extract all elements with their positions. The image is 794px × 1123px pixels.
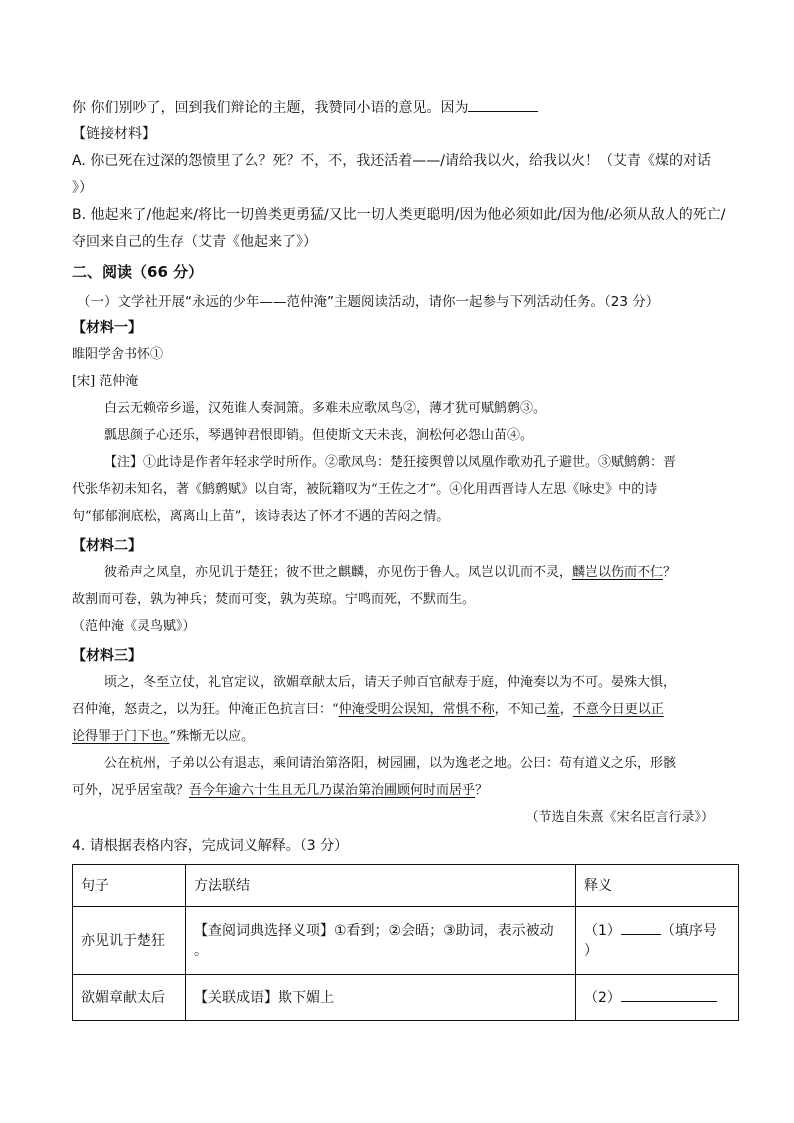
vocab-table — [72, 864, 739, 1021]
material-b-line1: B. 他起来了/他起来/将比一切兽类更勇猛/又比一切人类更聪明/因为他必须如此/因为他/必须从敌人的死亡/ — [72, 207, 726, 223]
poem-line1: 白云无赖帝乡遥，汉苑谁人奏洞箫。多难未应歌凤鸟②，薄才犹可赋鹪鹩③。 — [104, 401, 547, 416]
answer-blank[interactable] — [468, 97, 538, 112]
section-title: 二、阅读（66 分） — [72, 263, 204, 281]
note-line2: 代张华初未知名，著《鹪鹩赋》以自寄，被阮籍叹为“王佐之才”。④化用西晋诗人左思《咏史》中的诗 — [72, 482, 658, 497]
material2-source: （范仲淹《灵鸟赋》） — [72, 619, 196, 634]
link-material-title: 【链接材料】 — [72, 126, 156, 142]
header-sentence: 句子 — [73, 865, 186, 907]
underlined-sentence: 麟岂以伤而不仁 — [572, 565, 664, 580]
material-b-line2: 夺回来自己的生存（艾青《他起来了》） — [72, 234, 317, 250]
material3-text: 召仲淹，怒责之，以为狂。仲淹正色抗言曰：“ — [72, 702, 339, 717]
table-row — [73, 907, 739, 975]
material3-text: ”殊惭无以应。 — [169, 729, 255, 744]
answer-label: （2） — [584, 990, 621, 1006]
note-line1: 【注】①此诗是作者年轻求学时所作。②歌凤鸟：楚狂接舆曾以凤凰作歌劝孔子避世。③赋鹪鹩：晋 — [104, 455, 677, 470]
material3-line3 — [72, 727, 254, 747]
material3-text: ？ — [475, 783, 489, 798]
row1-answer — [576, 907, 739, 975]
material2-text: 彼希声之凤皇，亦见讥于楚狂；彼不世之麒麟，亦见伤于鲁人。凤岂以讥而不灵， — [104, 565, 573, 580]
underlined-phrase: 不意今日更以正 — [572, 702, 664, 717]
row2-method: 【关联成语】欺下媚上 — [186, 975, 576, 1021]
intro-line — [72, 97, 538, 118]
question4-title: 4. 请根据表格内容，完成词义解释。（3 分） — [72, 838, 349, 854]
answer-hint-cont: ） — [584, 943, 598, 959]
material-a-line1: A. 你已死在过深的怨愤里了么？死？不，不，我还活着——/请给我以火，给我以火！（艾青《煤的对话 — [72, 153, 711, 169]
material3-text: ， — [559, 702, 573, 717]
row1-sentence: 亦见讥于楚狂 — [73, 907, 186, 975]
material2-line1 — [104, 563, 676, 583]
row1-method — [186, 907, 576, 975]
underlined-sentence: 吾今年逾六十生且无几乃谋治第治圃顾何时而居乎 — [189, 783, 476, 798]
poem-author: [宋] 范仲淹 — [72, 374, 139, 389]
material3-text: 可外，况乎居室哉？ — [72, 783, 190, 798]
material3-line1: 顷之，冬至立仗，礼官定议，欲媚章献太后，请天子帅百官献寿于庭，仲淹奏以为不可。晏殊大惧， — [104, 675, 677, 690]
header-method: 方法联结 — [186, 865, 576, 907]
section-subtitle: （一）文学社开展“永远的少年——范仲淹”主题阅读活动，请你一起参与下列活动任务。（23 分） — [77, 294, 660, 310]
material3-line5 — [72, 781, 488, 801]
material1-title: 【材料一】 — [72, 320, 142, 336]
row2-answer — [576, 975, 739, 1021]
poem-title: 睢阳学舍书怀① — [72, 347, 164, 362]
underlined-word: 羞 — [546, 702, 560, 717]
table-row — [73, 975, 739, 1021]
row1-method-text: 【查阅词典选择义项】①看到；②会晤；③助词，表示被动 — [194, 922, 554, 939]
table-header-row — [73, 865, 739, 907]
answer-blank[interactable] — [621, 987, 717, 1002]
material3-title: 【材料三】 — [72, 648, 142, 664]
row2-sentence: 欲媚章献太后 — [73, 975, 186, 1021]
material3-source: （节选自朱熹《宋名臣言行录》） — [525, 810, 714, 825]
material3-line2 — [72, 700, 664, 720]
poem-line2: 瓢思颜子心还乐，琴遇钟君恨即销。但使斯文天未丧，涧松何必怨山苗④。 — [104, 428, 534, 443]
header-meaning: 释义 — [576, 865, 739, 907]
row1-method-cont: 。 — [194, 942, 208, 959]
material2-line2: 故割而可卷，孰为神兵；焚而可变，孰为英琼。宁鸣而死，不默而生。 — [72, 592, 476, 607]
material3-text: ，不知己 — [494, 702, 547, 717]
answer-label: （1） — [584, 923, 621, 939]
note-line3: 句“郁郁涧底松，离离山上苗”，该诗表达了怀才不遇的苦闷之情。 — [72, 509, 450, 524]
material-a-line2: 》） — [72, 180, 93, 196]
material2-text: ？ — [663, 565, 677, 580]
answer-hint: （填序号 — [660, 923, 717, 939]
underlined-phrase: 仲淹受明公误知，常惧不称 — [338, 702, 495, 717]
underlined-phrase: 论得罪于门下也。 — [72, 729, 170, 744]
material3-line4: 公在杭州，子弟以公有退志，乘间请治第洛阳，树园圃，以为逸老之地。公曰：苟有道义之乐，形骸 — [104, 756, 677, 771]
intro-text: 你 你们别吵了，回到我们辩论的主题，我赞同小语的意见。因为 — [72, 100, 469, 116]
answer-blank[interactable] — [621, 920, 661, 935]
material2-title: 【材料二】 — [72, 538, 142, 554]
